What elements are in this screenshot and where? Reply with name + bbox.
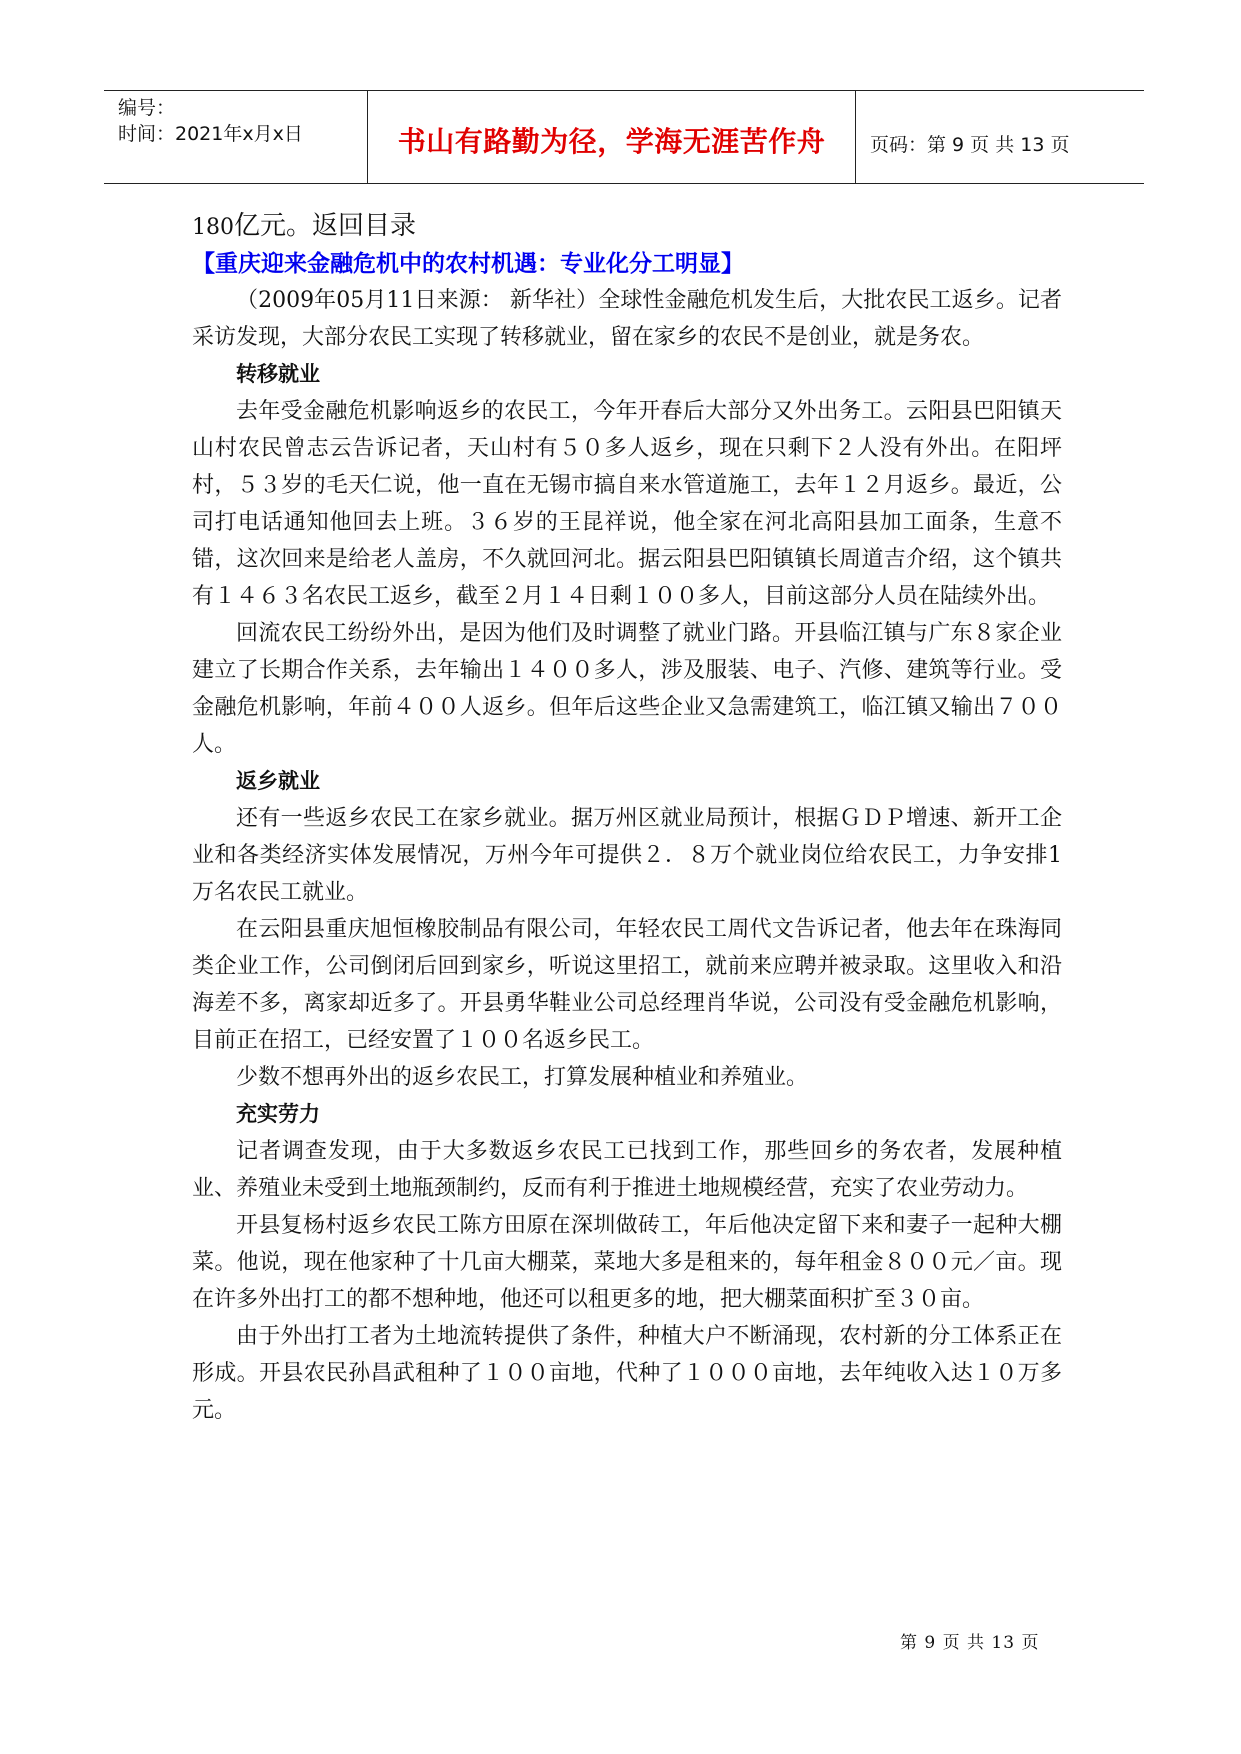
document-number-label: 编号： — [118, 97, 176, 119]
header-page-cell — [856, 97, 1144, 189]
section-heading-labor-supply: 充实劳力 — [236, 1102, 320, 1126]
paragraph: 由于外出打工者为土地流转提供了条件，种植大户不断涌现，农村新的分工体系正在形成。开县农民孙昌武租种了１００亩地，代种了１０００亩地，去年纯收入达１０万多元。 — [192, 1324, 1062, 1423]
paragraph: 少数不想再外出的返乡农民工，打算发展种植业和养殖业。 — [236, 1065, 809, 1090]
paragraph: 开县复杨村返乡农民工陈方田原在深圳做砖工，年后他决定留下来和妻子一起种大棚菜。他说，现在他家种了十几亩大棚菜，菜地大多是租来的，每年租金８００元／亩。现在许多外出打工的都不想种地，他还可以租更多的地，把大棚菜面积扩至３０亩。 — [192, 1213, 1062, 1312]
document-header — [104, 90, 1144, 184]
article-title-link[interactable]: 【重庆迎来金融危机中的农村机遇：专业化分工明显】 — [192, 251, 744, 277]
paragraph: 还有一些返乡农民工在家乡就业。据万州区就业局预计，根据ＧＤＰ增速、新开工企业和各类经济实体发展情况，万州今年可提供２．８万个就业岗位给农民工，力争安排1万名农民工就业。 — [192, 806, 1062, 905]
header-page-label: 页码：第 9 页 共 13 页 — [870, 133, 1070, 156]
page-footer: 第 9 页 共 13 页 — [900, 1633, 1040, 1653]
lead-amount: 180 — [192, 215, 234, 240]
paragraph: 去年受金融危机影响返乡的农民工，今年开春后大部分又外出务工。云阳县巴阳镇天山村农民曾志云告诉记者，天山村有５０多人返乡，现在只剩下２人没有外出。在阳坪村，５３岁的毛天仁说，他一直在无锡市搞自来水管道施工，去年１２月返乡。最近，公司打电话通知他回去上班。３６岁的王昆祥说，他全家在河北高阳县加工面条，生意不错，这次回来是给老人盖房，不久就回河北。据云阳县巴阳镇镇长周道吉介绍，这个镇共有１４６３名农民工返乡，截至２月１４日剩１００多人，目前这部分人员在陆续外出。 — [192, 399, 1062, 609]
section-heading-local-employment: 返乡就业 — [236, 769, 320, 793]
header-motto-cell — [368, 91, 856, 183]
return-to-toc-text: 亿元。返回目录 — [234, 211, 417, 241]
header-motto: 书山有路勤为径，学海无涯苦作舟 — [397, 125, 826, 158]
header-meta-cell — [104, 91, 368, 183]
paragraph: 记者调查发现，由于大多数返乡农民工已找到工作，那些回乡的务农者，发展种植业、养殖业未受到土地瓶颈制约，反而有利于推进土地规模经营，充实了农业劳动力。 — [192, 1139, 1062, 1201]
lead-line — [192, 208, 1062, 246]
paragraph: 在云阳县重庆旭恒橡胶制品有限公司，年轻农民工周代文告诉记者，他去年在珠海同类企业工作，公司倒闭后回到家乡，听说这里招工，就前来应聘并被录取。这里收入和沿海差不多，离家却近多了。开县勇华鞋业公司总经理肖华说，公司没有受金融危机影响，目前正在招工，已经安置了１００名返乡民工。 — [192, 917, 1062, 1053]
article-body — [192, 208, 1062, 1429]
paragraph: 回流农民工纷纷外出，是因为他们及时调整了就业门路。开县临江镇与广东８家企业建立了长期合作关系，去年输出１４００多人，涉及服装、电子、汽修、建筑等行业。受金融危机影响，年前４００人返乡。但年后这些企业又急需建筑工，临江镇又输出７００人。 — [192, 621, 1062, 757]
intro-paragraph: （2009年05月11日来源： 新华社）全球性金融危机发生后，大批农民工返乡。记者采访发现，大部分农民工实现了转移就业，留在家乡的农民不是创业，就是务农。 — [192, 288, 1062, 350]
section-heading-transfer-employment: 转移就业 — [236, 362, 320, 386]
document-time-label: 时间：2021年x月x日 — [118, 123, 303, 145]
